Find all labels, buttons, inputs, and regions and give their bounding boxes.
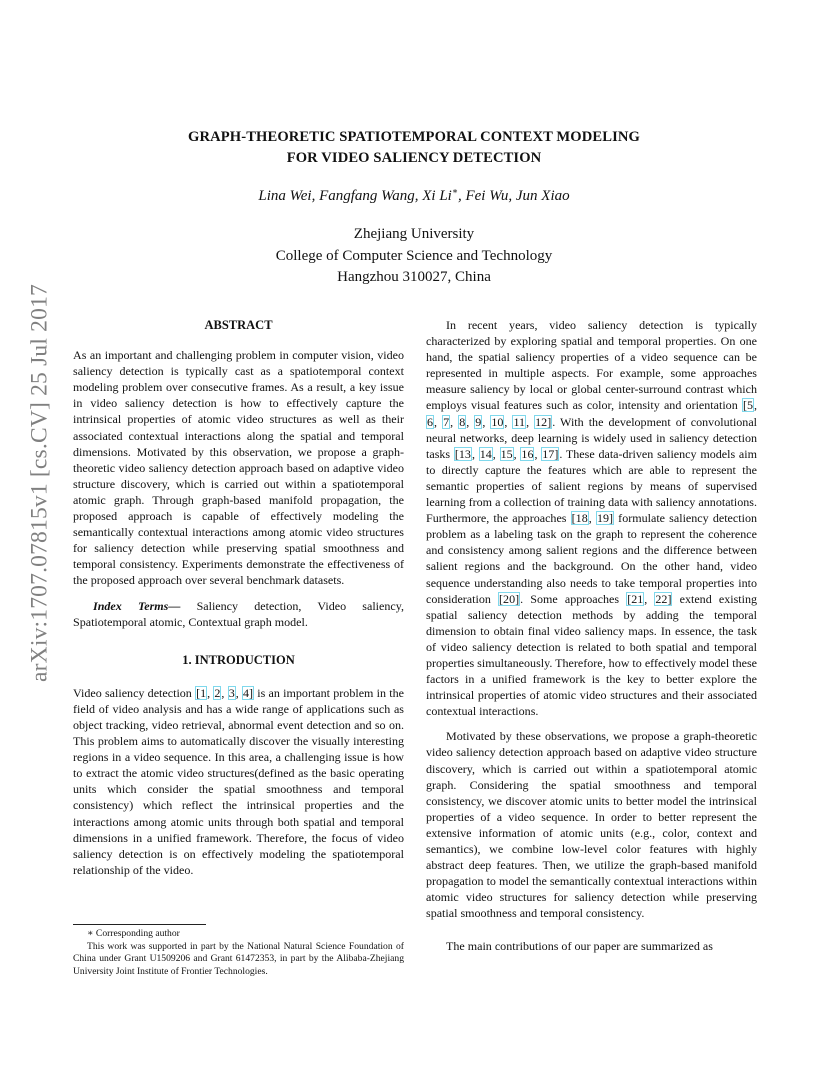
citation-link[interactable]: 22] <box>655 591 672 606</box>
citation-link[interactable]: 4] <box>242 685 254 700</box>
citation-link[interactable]: 2 <box>214 685 221 700</box>
citation-link[interactable]: 12] <box>535 414 552 429</box>
arxiv-identifier: arXiv:1707.07815v1 [cs.CV] 25 Jul 2017 <box>26 284 53 682</box>
citation-link[interactable]: 10 <box>491 414 504 429</box>
footnotes <box>73 928 404 978</box>
affiliation-college: College of Computer Science and Technology <box>275 247 553 264</box>
citation-link[interactable]: [18 <box>571 511 588 526</box>
contributions-paragraph: The main contributions of our paper are summarized as <box>446 939 713 954</box>
rw-text-c: . These data-driven saliency models aim to directly capture the features which are able to represent the semantic properties of salient regions by means of supervised learning from a collection of training data with saliency annotations. Furthermore, the approaches <box>426 446 757 526</box>
citation-link[interactable]: 19] <box>596 511 613 526</box>
introduction-paragraph: Video saliency detection [1, 2, 3, 4] is an important problem in the field of video analysis and has a wide range of applications such as object tracking, video retrieval, abnormal event detection and so on. This problem aims to automatically discover the visually interesting regions in a video sequence. In this area, a challenging issue is how to extract the atomic video structures(defined as the basic operating units which consider the spatial smoothness and temporal consistency) which reflect the intrinsical properties and the interactions among atomic units through both spatial and temporal dimensions in a unified framework. Therefore, the focus of video saliency detection is on effectively modeling the spatiotemporal relationship of the video. <box>73 685 404 877</box>
related-work-paragraph: In recent years, video saliency detection is typically characterized by exploring spatial and temporal properties. On one hand, the spatial saliency properties of a video sequence can be represented in multiple aspects. For example, some approaches measure saliency by local or global center-surround contrast which employs visual features such as color, intensity and orientation [5, 6, 7, 8, 9, 10, 11, 12]. With the development of convolutional neural networks, deep learning is widely used in saliency detection tasks [13, 14, 15, 16, 17]. These data-driven saliency models aim to directly capture the features which are able to represent the semantic properties of salient regions by means of supervised learning from a collection of training data with saliency annotations. Furthermore, the approaches [18, 19] formulate saliency detection problem as a labeling task on the graph to represent the coherence and consistency among salient regions and the difference between salient regions and the background. On the other hand, video sequence understanding also needs to take temporal properties into consideration [20]. Some approaches [21, 22] extend existing spatial saliency detection methods by adding the temporal dimension to obtain final video saliency maps. In essence, the task of video saliency detection is related to both spatial and temporal properties simultaneously. Therefore, how to effectively model these factors in a unified framework is the key to better explore the intrinsical properties of atomic video structures and their associated contextual interactions. <box>426 318 758 719</box>
rw-text-e: . Some approaches <box>520 591 627 606</box>
author-list <box>0 186 828 205</box>
citation-link[interactable]: 11 <box>513 414 526 429</box>
introduction-heading: 1. INTRODUCTION <box>182 652 295 667</box>
intro-text-a: Video saliency detection <box>73 685 196 700</box>
footnote-divider <box>73 924 206 925</box>
citation-link[interactable]: [1 <box>196 685 207 700</box>
abstract-text: As an important and challenging problem in computer vision, video saliency detection is typically cast as a spatiotemporal context modeling problem over consecutive frames. As a result, a key issue in video saliency detection is how to effectively capture the intrinsical properties of atomic video structures as well as their associated contextual interactions along the spatial and temporal dimensions. Motivated by this observation, we propose a graph-theoretic video saliency detection approach based on adaptive video structure discovery, which is carried out within a spatiotemporal atomic graph. Through graph-based manifold propagation, the proposed approach is capable of effectively modeling the semantically contextual interactions among atomic video structures for saliency detection while preserving spatial smoothness and temporal consistency. Experiments demonstrate the effectiveness of the proposed approach over several benchmark datasets. <box>73 348 404 588</box>
right-column <box>426 317 757 955</box>
index-terms <box>73 598 404 630</box>
citation-link[interactable]: [21 <box>627 591 644 606</box>
affiliation-university: Zhejiang University <box>353 226 475 242</box>
abstract-heading: ABSTRACT <box>204 318 273 332</box>
title-line-1: GRAPH-THEORETIC SPATIOTEMPORAL CONTEXT MODELING <box>188 129 640 145</box>
index-terms-text: Saliency detection, Video saliency, Spatiotemporal atomic, Contextual graph model. <box>73 598 404 629</box>
footnote-corresponding: ∗ Corresponding author <box>87 928 180 939</box>
citation-link[interactable]: 16 <box>521 446 534 461</box>
footnote-funding: This work was supported in part by the National Natural Science Foundation of China under Grant U1509206 and Grant 61472353, in part by the Alibaba-Zhejiang University Joint Institute of Frontier Technologies. <box>73 940 404 977</box>
motivation-paragraph: Motivated by these observations, we propose a graph-theoretic video saliency detection approach based on adaptive video structure discovery, which is carried out within a spatiotemporal atomic graph. Considering the spatial smoothness and temporal consistency, we discover atomic units to better model the intrinsical properties of a video sequence. In order to better represent the extensive information of atomic units (e.g., color, context and semantics), we combine low-level color features with highly abstract deep features. Then, we utilize the graph-based manifold propagation to model the semantically contextual interactions within atomic video structures for saliency detection while preserving spatial smoothness and temporal consistency. <box>426 729 757 921</box>
rw-text-b: . With the development of convolutional neural networks, deep learning is widely used in saliency detection tasks <box>426 414 758 461</box>
citation-link[interactable]: 14 <box>479 446 492 461</box>
rw-text-a: In recent years, video saliency detection is typically characterized by exploring spatial and temporal properties. On one hand, the spatial saliency properties of a video sequence can be represented in multiple aspects. For example, some approaches measure saliency by local or global center-surround contrast which employs visual features such as color, intensity and orientation <box>426 318 757 413</box>
left-column <box>73 317 404 878</box>
citation-link[interactable]: [5 <box>742 398 753 413</box>
citation-link[interactable]: 3 <box>228 685 235 700</box>
corresponding-author-mark: ∗ <box>451 186 458 196</box>
affiliation <box>0 224 828 289</box>
citation-link[interactable]: 6 <box>427 414 434 429</box>
citation-link[interactable]: 8 <box>459 414 466 429</box>
citation-link[interactable]: [13 <box>454 446 471 461</box>
index-terms-label: Index Terms— <box>93 598 181 613</box>
authors-part-1: Lina Wei, Fangfang Wang, Xi Li <box>258 188 452 204</box>
intro-text-b: is an important problem in the field of video analysis and has a wide range of applications such as object tracking, video retrieval, abnormal event detection and so on. This problem aims to automatically discover the visually interesting regions in a video sequence. In this area, a challenging issue is how to extract the atomic video structures(defined as the basic operating units which consider the spatial smoothness and temporal consistency) which reflect the intrinsical properties and the interactions among atomic units through both spatial and temporal dimensions in a unified framework. Therefore, the focus of video saliency detection is on effectively modeling the spatiotemporal relationship of the video. <box>73 685 404 877</box>
citation-link[interactable]: 17] <box>542 446 559 461</box>
affiliation-address: Hangzhou 310027, China <box>337 269 491 285</box>
citation-link[interactable]: 9 <box>475 414 482 429</box>
citation-link[interactable]: 15 <box>500 446 513 461</box>
paper-title <box>0 127 828 169</box>
title-line-2: FOR VIDEO SALIENCY DETECTION <box>286 150 542 166</box>
rw-text-d: formulate saliency detection problem as a labeling task on the graph to represent the coherence and consistency among salient regions and the difference between salient regions and the background. On the other hand, video sequence understanding also needs to take temporal properties into consideration <box>426 511 757 606</box>
rw-text-f: extend existing spatial saliency detection methods by adding the temporal dimension to obtain final video saliency maps. In essence, the task of video saliency detection is related to both spatial and temporal properties simultaneously. Therefore, how to effectively model these factors in a unified framework is the key to better explore the intrinsical properties of atomic video structures and their associated contextual interactions. <box>426 591 758 719</box>
authors-part-2: , Fei Wu, Jun Xiao <box>457 188 570 204</box>
citation-link[interactable]: 7 <box>443 414 450 429</box>
citation-link[interactable]: [20] <box>499 591 520 606</box>
